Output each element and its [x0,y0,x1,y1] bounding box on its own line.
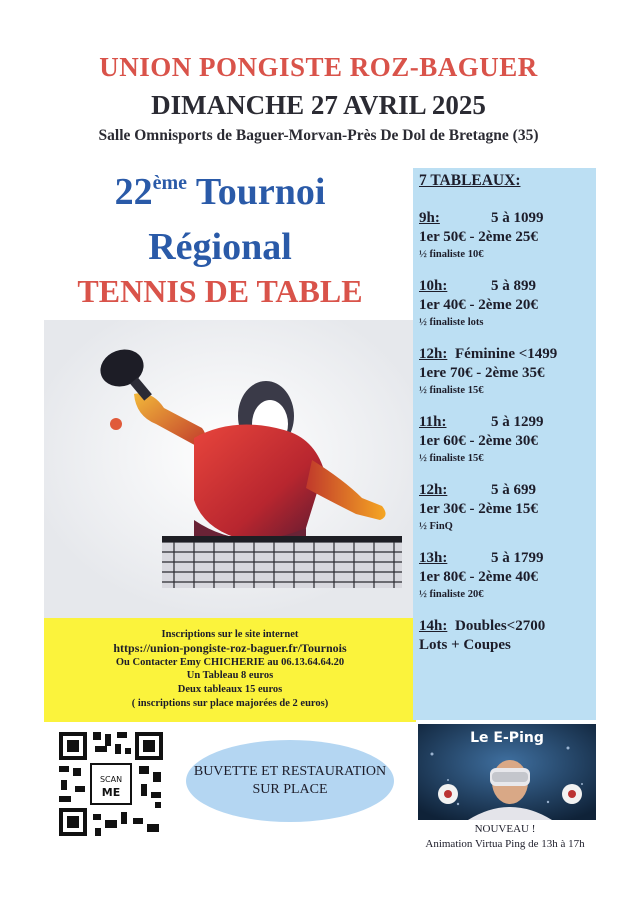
tableaux-sidebar [413,168,596,720]
slot-prizes: 1ere 70€ - 2ème 35€ [419,365,545,381]
slot-note: ½ finaliste 10€ [419,249,484,260]
new-label: NOUVEAU ! [474,823,536,835]
slot-note: ½ finaliste 20€ [419,589,484,600]
tournament-word: Tournoi [195,171,326,213]
registration-heading: Inscriptions sur le site internet [161,629,299,640]
tournament-title-line1 [30,170,410,214]
vr-player-image [418,724,596,820]
tableau-slot [419,346,596,414]
slot-range: 5 à 699 [491,482,536,498]
slot-time: 12h: [419,482,448,498]
slot-time: 14h: [419,618,448,634]
slot-prizes: 1er 50€ - 2ème 25€ [419,229,538,245]
slot-time: 11h: [419,414,447,430]
qr-me-label: ME [101,786,121,799]
slot-range: 5 à 1799 [491,550,544,566]
virtua-ping-schedule: Animation Virtua Ping de 13h à 17h [425,838,585,850]
onsite-surcharge-note: ( inscriptions sur place majorées de 2 euros) [131,697,329,709]
qr-code-icon [55,728,167,840]
new-attraction [400,822,610,852]
slot-note: ½ finaliste 15€ [419,453,484,464]
slot-time: 12h: [419,346,448,362]
registration-contact: Ou Contacter Emy CHICHERIE au 06.13.64.64.20 [115,656,345,668]
eping-photo [418,724,596,820]
tableaux-heading: 7 TABLEAUX: [419,172,521,189]
tableau-slot [419,278,596,346]
slot-prizes: Lots + Coupes [419,637,511,653]
slot-prizes: 1er 60€ - 2ème 30€ [419,433,538,449]
slot-note: ½ finaliste lots [419,317,484,328]
tableau-slot [419,482,596,550]
event-date: DIMANCHE 27 AVRIL 2025 [151,90,486,120]
slot-prizes: 1er 40€ - 2ème 20€ [419,297,538,313]
event-venue: Salle Omnisports de Baguer-Morvan-Près De Dol de Bretagne (35) [98,127,539,144]
food-drink-line1: BUVETTE ET RESTAURATION [193,764,387,779]
ping-pong-player-image [44,320,414,618]
club-name: UNION PONGISTE ROZ-BAGUER [99,52,538,82]
tableau-slot [419,618,596,686]
price-two-tables: Deux tableaux 15 euros [177,684,283,696]
slot-note: ½ FinQ [419,521,453,532]
slot-range: 5 à 1099 [491,210,544,226]
slot-time: 10h: [419,278,448,294]
slot-note: ½ finaliste 15€ [419,385,484,396]
registration-info-box [44,618,416,722]
registration-url[interactable]: https://union-pongiste-roz-baguer.fr/Tournois [113,640,347,655]
slot-prizes: 1er 80€ - 2ème 40€ [419,569,538,585]
eping-banner: Le E-Ping [470,730,544,746]
price-one-table: Un Tableau 8 euros [186,670,274,682]
tournament-ordinal: ème [152,172,188,194]
qr-code[interactable] [55,728,167,840]
player-illustration [44,320,414,618]
slot-range: 5 à 1299 [491,414,544,430]
tableau-slot [419,210,596,278]
tournament-number: 22 [114,171,153,213]
tournament-title-line3: TENNIS DE TABLE [77,273,363,309]
tournament-title-line2: Régional [148,226,292,268]
food-drink-oval [186,740,394,822]
slot-range: Féminine <1499 [455,346,558,362]
qr-scan-label: SCAN [99,775,123,784]
slot-time: 13h: [419,550,448,566]
slot-time: 9h: [419,210,440,226]
slot-range: Doubles<2700 [455,618,546,634]
slot-range: 5 à 899 [491,278,536,294]
tableau-slot [419,414,596,482]
food-drink-line2: SUR PLACE [252,782,328,797]
slot-prizes: 1er 30€ - 2ème 15€ [419,501,538,517]
tableau-slot [419,550,596,618]
